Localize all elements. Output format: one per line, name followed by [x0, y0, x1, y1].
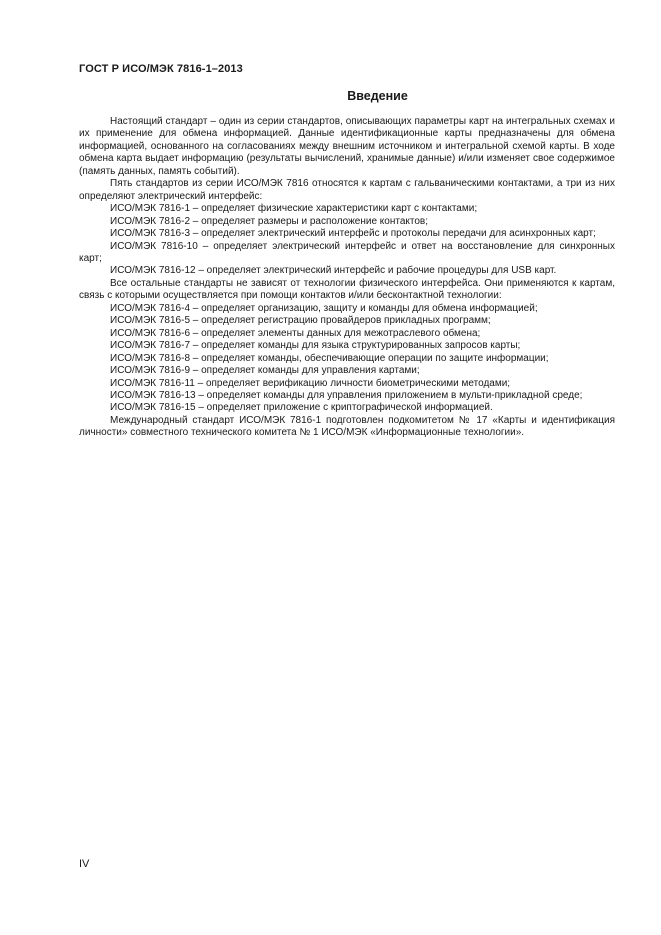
list-item: ИСО/МЭК 7816-11 – определяет верификацию личности биометрическими методами;	[110, 377, 511, 389]
paragraph-prepared-by: Международный стандарт ИСО/МЭК 7816-1 подготовлен подкомитетом № 17 «Карты и идентификация личности» совместного технического комитета № 1 ИСО/МЭК «Информационные технологии».	[79, 414, 615, 439]
section-title-wrapper	[0, 89, 661, 103]
list-item: ИСО/МЭК 7816-15 – определяет приложение с криптографической информацией.	[110, 402, 493, 414]
list-item: ИСО/МЭК 7816-5 – определяет регистрацию провайдеров прикладных программ;	[110, 315, 491, 327]
list-item: ИСО/МЭК 7816-1 – определяет физические характеристики карт с контактами;	[110, 203, 478, 215]
section-title: Введение	[347, 89, 408, 103]
list-item: ИСО/МЭК 7816-4 – определяет организацию, защиту и команды для обмена информацией;	[110, 302, 538, 314]
paragraph-intro: Настоящий стандарт – один из серии стандартов, описывающих параметры карт на интегральных схемах и их применение для обмена информацией. Данные идентификационные карты предназначены для обмена информацией, основанного на согласованиях между внешним источником и интегральной схемой карты. В ходе обмена карта выдает информацию (результаты вычислений, хранимые данные) и/или изменяет свое содержимое (память данных, память событий).	[79, 116, 615, 177]
list-item: ИСО/МЭК 7816-8 – определяет команды, обеспечивающие операции по защите информации;	[110, 352, 549, 364]
page-number: IV	[79, 858, 90, 870]
paragraph-other-standards: Все остальные стандарты не зависят от технологии физического интерфейса. Они применяются к картам, связь с которыми осуществляется при помощи контактов и/или бесконтактной технологии:	[79, 277, 615, 302]
list-item: ИСО/МЭК 7816-13 – определяет команды для управления приложением в мульти-прикладной среде;	[110, 389, 583, 401]
list-item: ИСО/МЭК 7816-2 – определяет размеры и расположение контактов;	[110, 215, 429, 227]
body-text	[79, 116, 615, 440]
list-item: ИСО/МЭК 7816-12 – определяет электрический интерфейс и рабочие процедуры для USB карт.	[110, 265, 557, 277]
document-header: ГОСТ Р ИСО/МЭК 7816-1–2013	[79, 63, 243, 75]
list-item: ИСО/МЭК 7816-7 – определяет команды для языка структурированных запросов карты;	[110, 340, 521, 352]
list-item: ИСО/МЭК 7816-3 – определяет электрический интерфейс и протоколы передачи для асинхронных карт;	[110, 228, 596, 240]
list-item: ИСО/МЭК 7816-10 – определяет электрический интерфейс и ответ на восстановление для синхронных карт;	[79, 240, 615, 264]
list-item: ИСО/МЭК 7816-6 – определяет элементы данных для межотраслевого обмена;	[110, 327, 481, 339]
paragraph-contact-standards: Пять стандартов из серии ИСО/МЭК 7816 относятся к картам с гальваническими контактами, а три из них определяют электрический интерфейс:	[79, 178, 615, 202]
list-item: ИСО/МЭК 7816-9 – определяет команды для управления картами;	[110, 365, 420, 377]
